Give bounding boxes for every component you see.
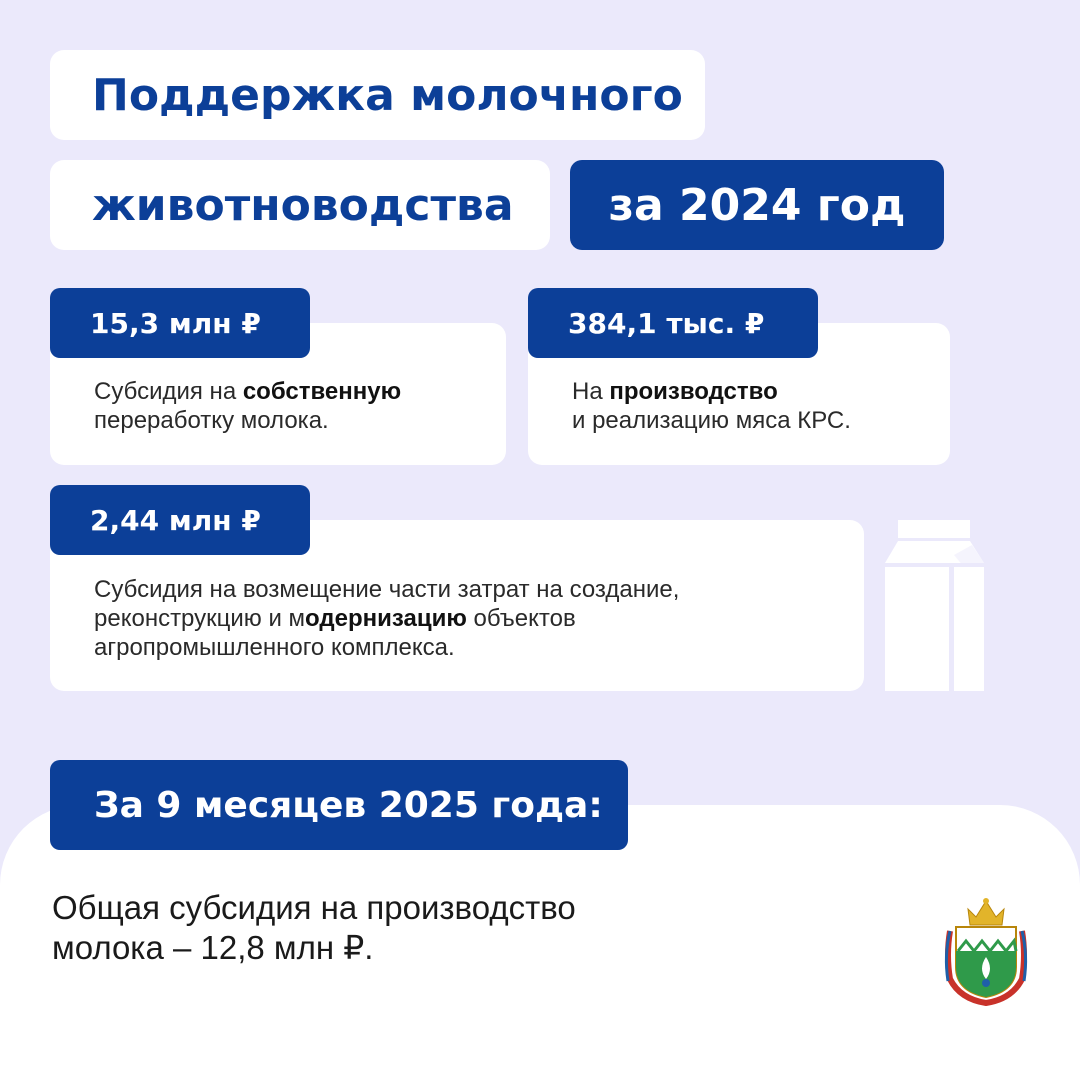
card-meat-production-text: На производство и реализацию мяса КРС. — [572, 378, 851, 434]
title-line-1: Поддержка молочного — [92, 69, 683, 121]
summary-text — [52, 888, 576, 968]
title-line-2-box — [50, 160, 550, 250]
amount-3: 2,44 млн ₽ — [90, 503, 261, 537]
summary-line-1: Общая субсидия на производство — [52, 889, 576, 926]
amount-badge-3 — [50, 485, 310, 555]
card-own-processing-bold: собственную — [242, 378, 402, 405]
title-line-1-box — [50, 50, 705, 140]
summary-line-2: молока – 12,8 млн ₽. — [52, 929, 374, 966]
card-own-processing-text: Субсидия на собственную переработку молока. — [94, 378, 402, 434]
amount-2: 384,1 тыс. ₽ — [568, 306, 765, 340]
card-meat-production-bold: производство — [609, 378, 778, 405]
amount-1: 15,3 млн ₽ — [90, 306, 261, 340]
year-badge — [570, 160, 944, 250]
card-modernization-bold: одернизацию — [305, 605, 467, 632]
milk-carton-icon — [880, 515, 990, 695]
amount-badge-2 — [528, 288, 818, 358]
card-modernization-text: Субсидия на возмещение части затрат на создание, реконструкцию и модернизацию объектов агропромышленного комплекса. — [94, 576, 680, 661]
period-label: За 9 месяцев 2025 года: — [94, 784, 603, 826]
amount-badge-1 — [50, 288, 310, 358]
title-line-2: животноводства — [92, 179, 514, 231]
period-badge — [50, 760, 628, 850]
year-label: за 2024 год — [608, 179, 906, 231]
coat-of-arms-emblem — [940, 895, 1032, 1007]
